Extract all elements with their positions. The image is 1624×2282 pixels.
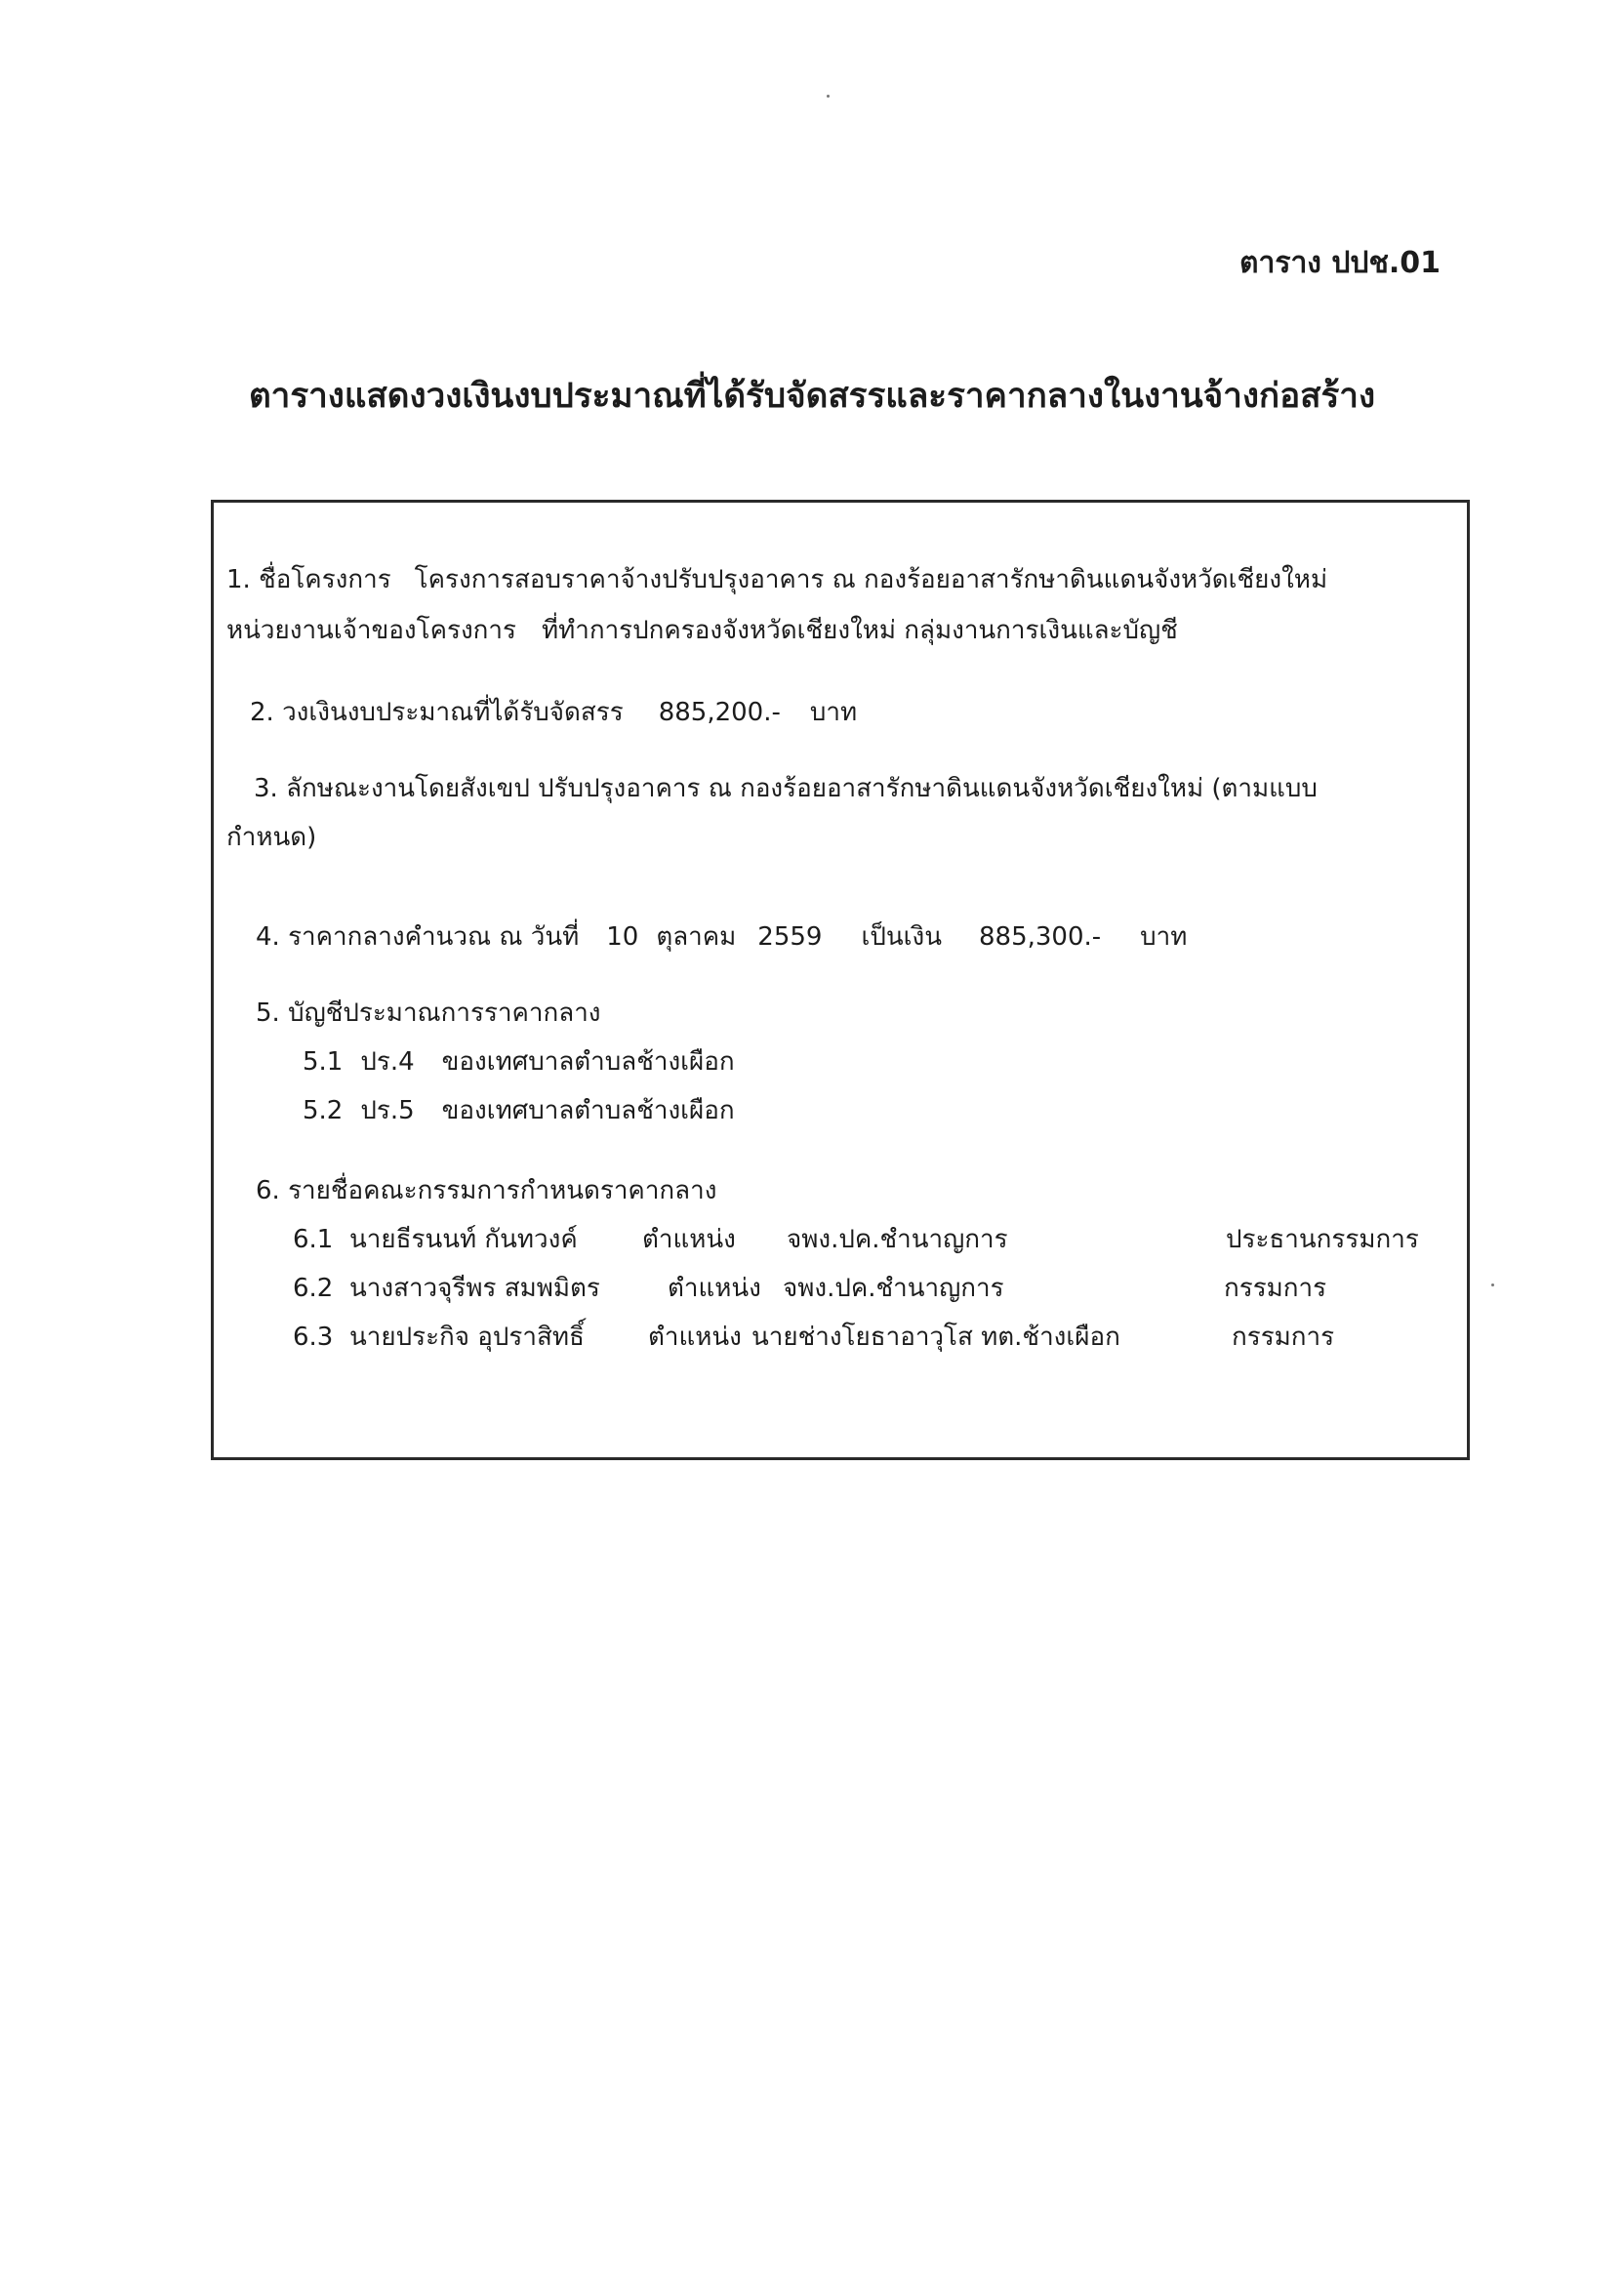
project-name: โครงการสอบราคาจ้างปรับปรุงอาคาร ณ กองร้อยอาสารักษาดินแดนจังหวัดเชียงใหม่ bbox=[414, 565, 1328, 594]
item4-label: 4. ราคากลางคำนวณ ณ วันที่ bbox=[256, 922, 580, 952]
item3-line2: กำหนด) bbox=[226, 823, 317, 852]
item2-label: 2. วงเงินงบประมาณที่ได้รับจัดสรร bbox=[250, 698, 624, 727]
member-position: จพง.ปค.ชำนาญการ bbox=[783, 1274, 1004, 1303]
member-position-label: ตำแหน่ง bbox=[648, 1323, 742, 1352]
document-code: ตาราง ปปช.01 bbox=[1239, 246, 1441, 280]
member-name: นายธีรนนท์ กันทวงค์ bbox=[349, 1225, 578, 1254]
item2-line bbox=[250, 695, 857, 730]
member-position-label: ตำแหน่ง bbox=[668, 1274, 761, 1303]
member-num: 6.3 bbox=[293, 1323, 334, 1352]
item6-label: 6. รายชื่อคณะกรรมการกำหนดราคากลาง bbox=[256, 1176, 717, 1205]
sub-form: ปร.4 bbox=[360, 1047, 415, 1077]
member-position-label: ตำแหน่ง bbox=[642, 1225, 736, 1254]
item1-line2 bbox=[226, 613, 1178, 648]
member-position: จพง.ปค.ชำนาญการ bbox=[787, 1225, 1008, 1254]
item4-line bbox=[256, 919, 1187, 955]
sub-num: 5.1 bbox=[303, 1047, 344, 1077]
item5-sub-2 bbox=[303, 1093, 735, 1128]
document-title: ตารางแสดงวงเงินงบประมาณที่ได้รับจัดสรรและราคากลางในงานจ้างก่อสร้าง bbox=[248, 377, 1376, 416]
sub-text: ของเทศบาลตำบลช้างเผือก bbox=[441, 1047, 735, 1077]
owner-label: หน่วยงานเจ้าของโครงการ bbox=[226, 616, 516, 645]
member-num: 6.2 bbox=[293, 1274, 334, 1303]
scan-speck bbox=[1491, 1284, 1494, 1286]
sub-text: ของเทศบาลตำบลช้างเผือก bbox=[441, 1096, 735, 1125]
sub-num: 5.2 bbox=[303, 1096, 344, 1125]
sub-form: ปร.5 bbox=[360, 1096, 415, 1125]
member-name: นางสาวจุรีพร สมพมิตร bbox=[349, 1274, 600, 1303]
member-position: นายช่างโยธาอาวุโส ทต.ช้างเผือก bbox=[751, 1323, 1120, 1352]
median-amount: 885,300.- bbox=[979, 922, 1102, 952]
member-num: 6.1 bbox=[293, 1225, 334, 1254]
median-unit: บาท bbox=[1140, 922, 1188, 952]
amount-label: เป็นเงิน bbox=[861, 922, 942, 952]
member-name: นายประกิจ อุปราสิทธิ์ bbox=[349, 1323, 585, 1352]
item5-label: 5. บัญชีประมาณการราคากลาง bbox=[256, 998, 601, 1028]
item1-line1 bbox=[226, 562, 1327, 597]
budget-amount: 885,200.- bbox=[658, 698, 781, 727]
member-role: กรรมการ bbox=[1232, 1323, 1335, 1352]
budget-unit: บาท bbox=[809, 698, 858, 727]
calc-day: 10 bbox=[606, 922, 639, 952]
owner-name: ที่ทำการปกครองจังหวัดเชียงใหม่ กลุ่มงานการเงินและบัญชี bbox=[541, 616, 1178, 645]
calc-year: 2559 bbox=[757, 922, 823, 952]
calc-month: ตุลาคม bbox=[656, 922, 737, 952]
item3-line1: 3. ลักษณะงานโดยสังเขป ปรับปรุงอาคาร ณ กองร้อยอาสารักษาดินแดนจังหวัดเชียงใหม่ (ตามแบบ bbox=[254, 774, 1318, 803]
member-role: กรรมการ bbox=[1224, 1274, 1327, 1303]
item5-sub-1 bbox=[303, 1044, 735, 1080]
member-role: ประธานกรรมการ bbox=[1226, 1225, 1419, 1254]
scan-speck bbox=[827, 95, 830, 98]
item1-label: 1. ชื่อโครงการ bbox=[226, 565, 391, 594]
